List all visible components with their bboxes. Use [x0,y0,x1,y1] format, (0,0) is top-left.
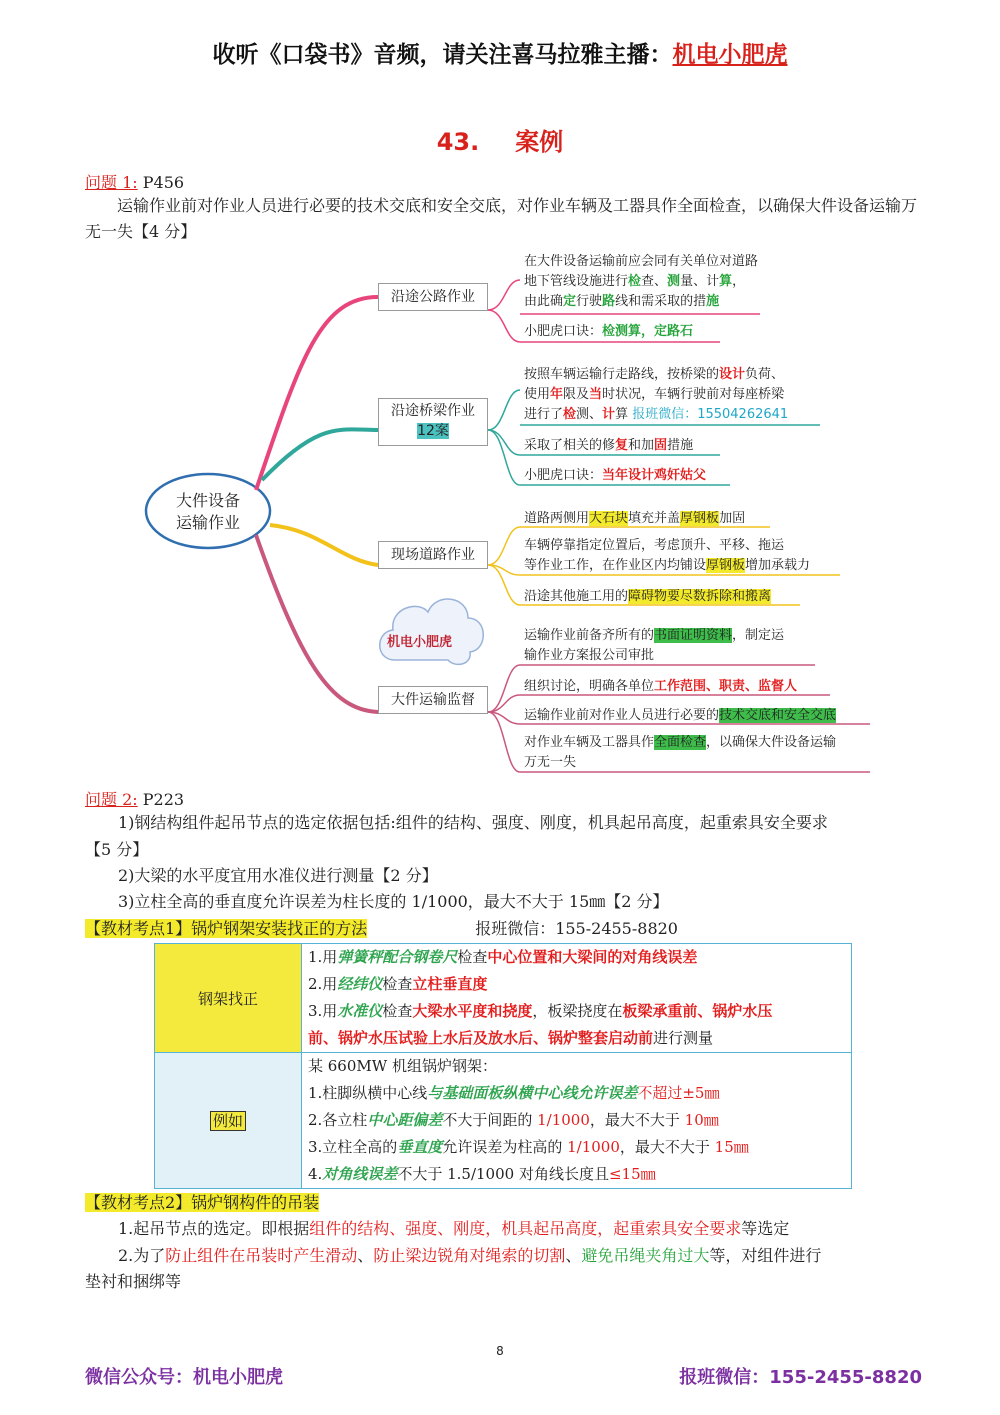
page-title [0,122,1000,157]
q1-heading [85,170,184,193]
branch-line-3 [270,525,378,565]
kp1-wechat: 报班微信：155-2455-8820 [475,919,678,938]
kp2-line-3: 垫衬和捆绑等 [85,1272,182,1291]
kp2-heading [85,1190,319,1216]
branch-box-4 [378,686,488,714]
b2-label: 沿途桥梁作业 [391,403,475,419]
b3-label: 现场道路作业 [391,547,475,563]
footer-left: 微信公众号：机电小肥虎 [85,1367,283,1388]
title-text: 案例 [515,128,564,156]
b4-leaf-3: 运输作业前对作业人员进行必要的技术交底和安全交底 [524,708,837,723]
title-number: 43. [436,128,480,156]
b1-leaf-1: 在大件设备运输前应会同有关单位对道路 地下管线设施进行检查、测量、计算， 由此确定行驶路线和需采取的措施 [524,254,759,309]
center-line-1: 大件设备 [175,491,240,510]
header-prefix: 收听《口袋书》音频，请关注喜马拉雅主播： [212,42,673,68]
b2-leaf-3: 小肥虎口诀：当年设计鸡奸姑父 [524,468,707,483]
b2-leaf-1: 按照车辆运输行走路线，按桥梁的设计负荷、 使用年限及当时状况，车辆行驶前对每座桥梁 进行了检测、计算 报班微信：15504262641 [524,367,789,422]
row1-content-cell: 1.用弹簧秤配合钢卷尺检查中心位置和大梁间的对角线误差 2.用经纬仪检查立柱垂直度 3.用水准仪检查大梁水平度和挠度，板梁挠度在板梁承重前、锅炉水压 前、锅炉水压试验上水后及放水后、锅炉整套启动前进行测量 [302,944,852,1053]
mindmap-center [150,490,266,534]
b2-sub-label: 12案 [417,423,449,439]
table-row [155,944,852,1053]
header-anchor-link[interactable]: 机电小肥虎 [672,42,788,68]
b3-leaf-3: 沿途其他施工用的障碍物要尽数拆除和搬离 [524,589,772,604]
row1-label-cell: 钢架找正 [155,944,302,1053]
b4-label: 大件运输监督 [391,692,475,708]
footer-right: 报班微信：155-2455-8820 [679,1367,922,1388]
q1-answer: 运输作业前对作业人员进行必要的技术交底和安全交底，对作业车辆及工器具作全面检查，以确保大件设备运输万无一失【4 分】 [85,196,918,241]
q2-point-1: 1)钢结构组件起吊节点的选定依据包括:组件的结构、强度、刚度，机具起吊高度，起重索具安全要求 [118,813,828,832]
b2-leaf-2: 采取了相关的修复和加固措施 [524,438,694,453]
q2-point-3: 3)立柱全高的垂直度允许误差为柱长度的 1/1000，最大不大于 15㎜【2 分】 [118,892,669,911]
b3-leaf-2: 车辆停靠指定位置后，考虑顶升、平移、拖运 等作业工作，在作业区内均铺设厚钢板增加承载力 [524,538,811,573]
b4-leaf-2: 组织讨论，明确各单位工作范围、职责、监督人 [524,679,798,694]
kp2-line-2: 2.为了防止组件在吊装时产生滑动、防止梁边锐角对绳索的切割、避免吊绳夹角过大等，对组件进行 [118,1246,822,1265]
kp2-line-1: 1.起吊节点的选定。即根据组件的结构、强度、刚度，机具起吊高度，起重索具安全要求等选定 [118,1219,790,1238]
kp1-table [154,943,852,1189]
kp1-title: 【教材考点1】锅炉钢架安装找正的方法 [85,919,368,938]
table-row [155,1053,852,1189]
top-header [0,36,1000,69]
branch-line-1 [256,297,378,490]
q2-point-2: 2)大梁的水平度宜用水准仪进行测量【2 分】 [118,866,438,885]
b1-leaf-2: 小肥虎口诀：检测算，定路石 [524,324,694,339]
branch-box-1 [378,283,488,311]
b3-leaf-1: 道路两侧用大石块填充并盖厚钢板加固 [524,511,746,526]
q2-point-1-score: 【5 分】 [85,840,149,859]
q2-label: 问题 2: [85,790,138,809]
page-number: 8 [496,1344,504,1358]
b1-label: 沿途公路作业 [391,289,475,305]
cloud-label: 机电小肥虎 [387,635,453,650]
kp2-title: 【教材考点2】锅炉钢构件的吊装 [85,1193,320,1212]
b4-leaf-1: 运输作业前备齐所有的书面证明资料，制定运 输作业方案报公司审批 [524,628,785,663]
center-line-2: 运输作业 [175,513,240,532]
branch-box-2 [378,398,488,446]
b4-leaf-4: 对作业车辆及工器具作全面检查，以确保大件设备运输 万无一失 [524,735,837,770]
kp1-heading [85,916,678,942]
row2-label-cell: 例如 [155,1053,302,1189]
row2-content-cell: 某 660MW 机组锅炉钢架： 1.柱脚纵横中心线与基础面板纵横中心线允许误差不超过±5㎜ 2.各立柱中心距偏差不大于间距的 1/1000，最大不大于 10㎜ 3.立柱全高的垂直度允许误差为柱高的 1/1000，最大不大于 15㎜ 4.对角线误差不大于 1.5/1000 对角线长度且≤15㎜ [302,1053,852,1189]
q2-page: P223 [137,790,185,809]
q1-page: P456 [137,173,185,192]
branch-line-2 [262,429,378,480]
branch-box-3 [378,541,488,569]
q1-label: 问题 1: [85,173,138,192]
q2-heading [85,787,184,810]
